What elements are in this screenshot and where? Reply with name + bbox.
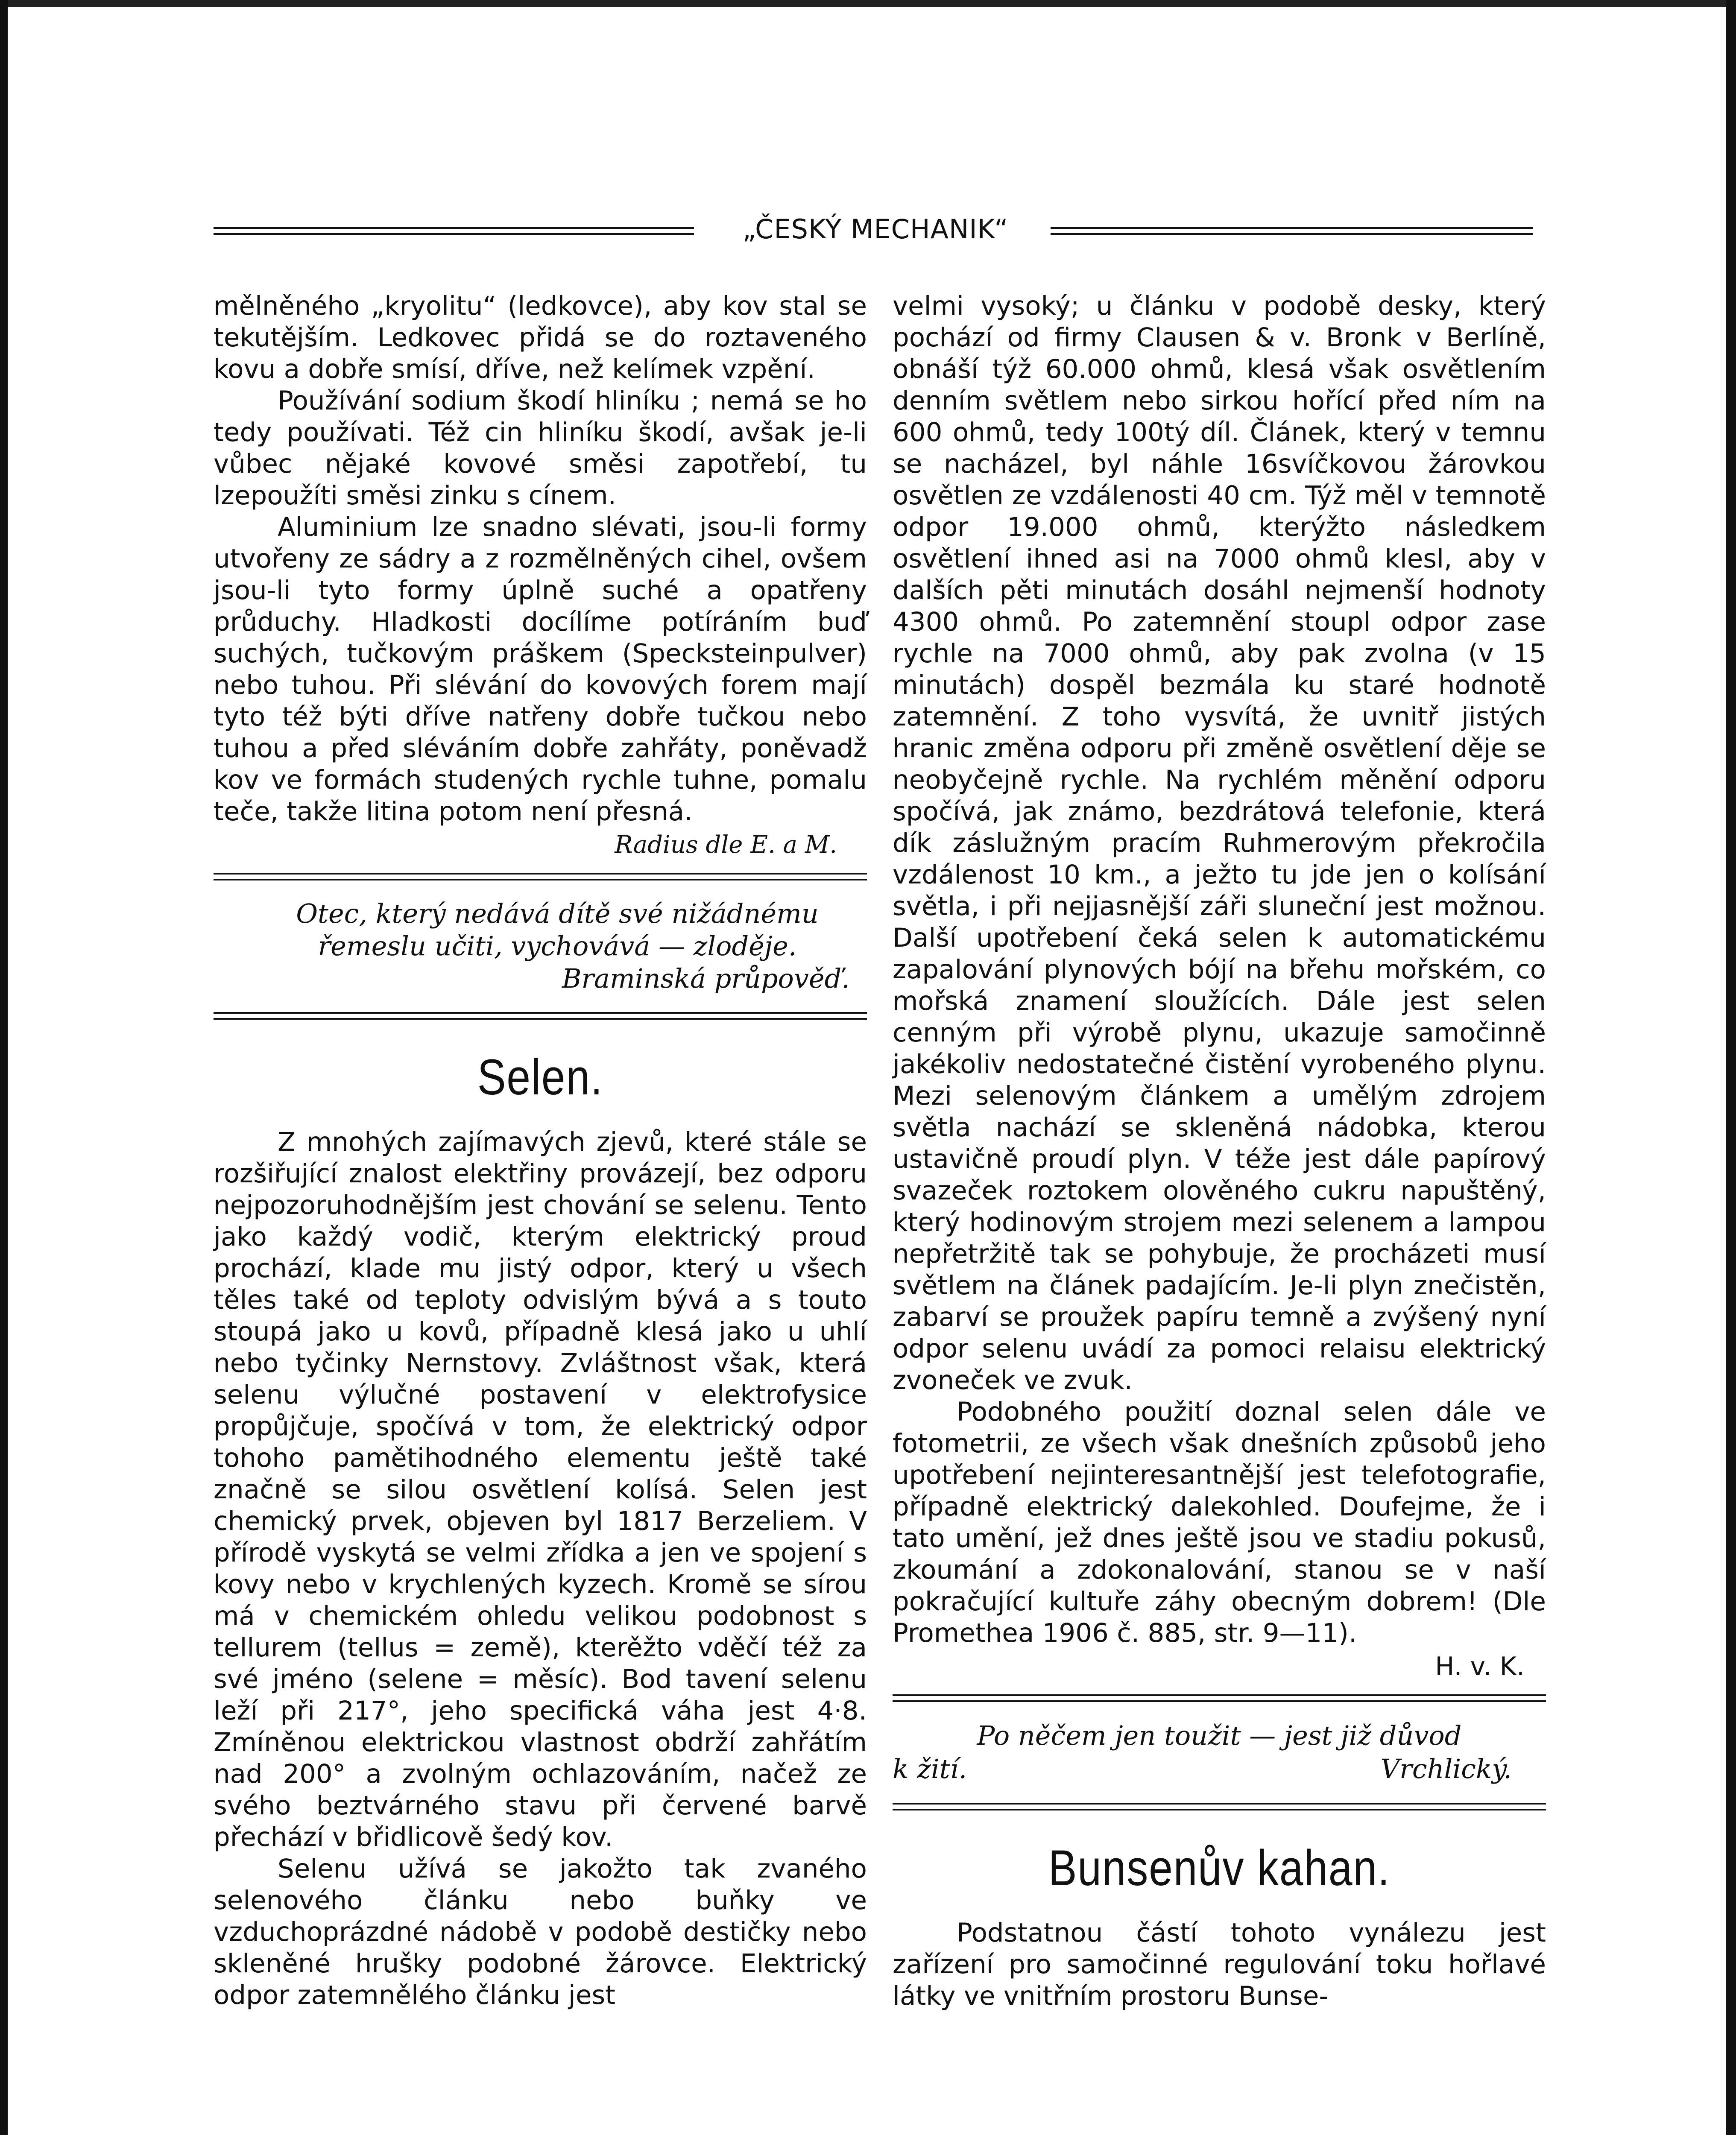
proverb-quote xyxy=(214,898,867,995)
selen-signature: H. v. K. xyxy=(1435,1652,1525,1682)
scan-right-edge xyxy=(1726,0,1736,2135)
vrchlicky-quote xyxy=(893,1719,1546,1786)
proverb-text: Otec, který nedává dítě své nižádnému řemeslu učiti, vychovává — zloděje. xyxy=(296,898,819,962)
aluminium-paragraph-1: mělněného „kryolitu“ (ledkovce), aby kov stal se tekutějším. Ledkovec přidá se do roztaveného kovu a dobře smísí, dříve, než kelímek vzpění. xyxy=(214,291,867,384)
quote-line-2 xyxy=(893,1752,1546,1786)
section-divider xyxy=(214,1012,867,1020)
section-divider xyxy=(893,1803,1546,1810)
header-rule-right xyxy=(1051,227,1533,235)
selen-paragraph-1: Z mnohých zajímavých zjevů, které stále se rozšiřující znalost elektřiny provázejí, bez odporu nejpozoruhodnějším jest chování se selenu. Tento jako každý vodič, kterým elektrický proud prochází, klade mu jistý odpor, který u všech těles také od teploty odvislým bývá a s touto stoupá jako u kovů, případně klesá jako u uhlí nebo tyčinky Nernstovy. Zvláštnost však, která selenu výlučné postavení v elektrofysice propůjčuje, spočívá v tom, že elektrický odpor tohoho pamětihodného elementu ještě také značně se silou osvětlení kolísá. Selen jest chemický prvek, objeven byl 1817 Berzeliem. V přírodě vyskytá se velmi zřídka a jen ve spojení s kovy nebo v krychlených kyzech. Kromě se sírou má v chemickém ohledu velikou podobnost s tellurem (tellus = země), kterěžto vděčí též za své jméno (selene = měsíc). Bod tavení selenu leží při 217°, jeho specifická váha jest 4·8. Zmíněnou elektrickou vlastnost obdrží zahřátím nad 200° a zvolným ochlazováním, načež ze svého beztvárného stavu při červené barvě přechází v břidlicově šedý kov. xyxy=(214,1127,867,1852)
bunsen-heading: Bunsenův kahan. xyxy=(1048,1840,1391,1896)
scan-left-edge xyxy=(0,0,8,2135)
journal-title: „ČESKÝ MECHANIK“ xyxy=(742,214,1009,245)
scan-top-edge xyxy=(0,0,1736,7)
selen-paragraph-2: Selenu užívá se jakožto tak zvaného selenového článku nebo buňky ve vzduchoprázdné nádobě v podobě destičky nebo skleněné hrušky podobné žárovce. Elektrický odpor zatemnělého článku jest xyxy=(214,1854,867,2010)
selen-heading: Selen. xyxy=(477,1049,603,1106)
selen-paragraph-4: Podobného použití doznal selen dále ve fotometrii, ze všech však dnešních způsobů jeho upotřebení nejinteresantnější jest telefotografie, případně elektrický dalekohled. Doufejme, že i tato umění, jež dnes ještě jsou ve stadiu pokusů, zkoumání a zdokonalování, stanou se v naší pokračující kultuře záhy obecným dobrem! (Dle Promethea 1906 č. 885, str. 9—11). xyxy=(893,1397,1546,1648)
aluminium-paragraph-2: Používání sodium škodí hliníku ; nemá se ho tedy používati. Též cin hliníku škodí, avšak je-li vůbec nějaké kovové směsi zapotřebí, tu lzepoužíti směsi zinku s cínem. xyxy=(214,386,867,511)
section-divider xyxy=(893,1694,1546,1702)
header-rule-left xyxy=(214,227,694,235)
left-column xyxy=(214,290,867,2011)
quote-text: Po něčem jen toužit — jest již důvod xyxy=(977,1720,1462,1751)
selen-paragraph-3: velmi vysoký; u článku v podobě desky, který pochází od firmy Clausen & v. Bronk v Berlíně, obnáší týž 60.000 ohmů, klesá však osvětlením denním světlem nebo sirkou hořící před ním na 600 ohmů, tedy 100tý díl. Článek, který v temnu se nacházel, byl náhle 16svíčkovou žárovkou osvětlen ze vzdálenosti 40 cm. Týž měl v temnotě odpor 19.000 ohmů, kterýžto následkem osvětlení ihned asi na 7000 ohmů klesl, aby v dalších pěti minutách dosáhl nejmenší hodnoty 4300 ohmů. Po zatemnění stoupl odpor zase rychle na 7000 ohmů, aby pak zvolna (v 15 minutách) dospěl bezmála ku staré hodnotě zatemnění. Z toho vysvítá, že uvnitř jistých hranic změna odporu při změně osvětlení děje se neobyčejně rychle. Na rychlém měnění odporu spočívá, jak známo, bezdrátová telefonie, která dík záslužným pracím Ruhmerovým překročila vzdálenost 10 km., a ježto tu jde jen o kolísání světla, i při nejjasnější záři sluneční jest možnou. Další upotřebení čeká selen k automatickému zapalování plynových bójí na břehu mořském, co mořská znamení sloužících. Dále jest selen cenným při výrobě plynu, ukazuje samočinně jakékoliv nedostatečné čistění vyrobeného plynu. Mezi selenovým článkem a umělým zdrojem světla nachází se skleněná nádobka, kterou ustavičně proudí plyn. V téže jest dále papírový svazeček roztokem olověného cukru napuštěný, který hodinovým strojem mezi selenem a lampou nepřetržitě tak se pohybuje, že procházeti musí světlem na článek padajícím. Je-li plyn znečistěn, zabarví se proužek papíru temně a zvýšený nyní odpor selenu uvádí za pomoci relaisu elektrický zvoneček ve zvuk. xyxy=(893,291,1546,1395)
running-header xyxy=(214,214,1537,252)
quote-text-end: k žití. xyxy=(893,1753,967,1784)
proverb-source: Braminská průpověď. xyxy=(562,963,850,994)
section-divider xyxy=(214,873,867,880)
quote-author: Vrchlický. xyxy=(1380,1753,1512,1784)
aluminium-paragraph-3: Aluminium lze snadno slévati, jsou-li formy utvořeny ze sádry a z rozmělněných cihel, ovšem jsou-li tyto formy úplně suché a opatřeny průduchy. Hladkosti docílíme potíráním buď suchých, tučkovým práškem (Specksteinpulver) nebo tuhou. Při slévání do kovových forem mají tyto též býti dříve natřeny dobře tučkou nebo tuhou a před sléváním dobře zahřáty, poněvadž kov ve formách studených rychle tuhne, pomalu teče, takže litina potom není přesná. xyxy=(214,512,867,827)
article-attribution: Radius dle E. a M. xyxy=(615,831,837,859)
right-column xyxy=(893,290,1546,2012)
bunsen-paragraph-1: Podstatnou částí tohoto vynálezu jest zařízení pro samočinné regulování toku hořlavé látky ve vnitřním prostoru Bunse- xyxy=(893,1918,1546,2011)
